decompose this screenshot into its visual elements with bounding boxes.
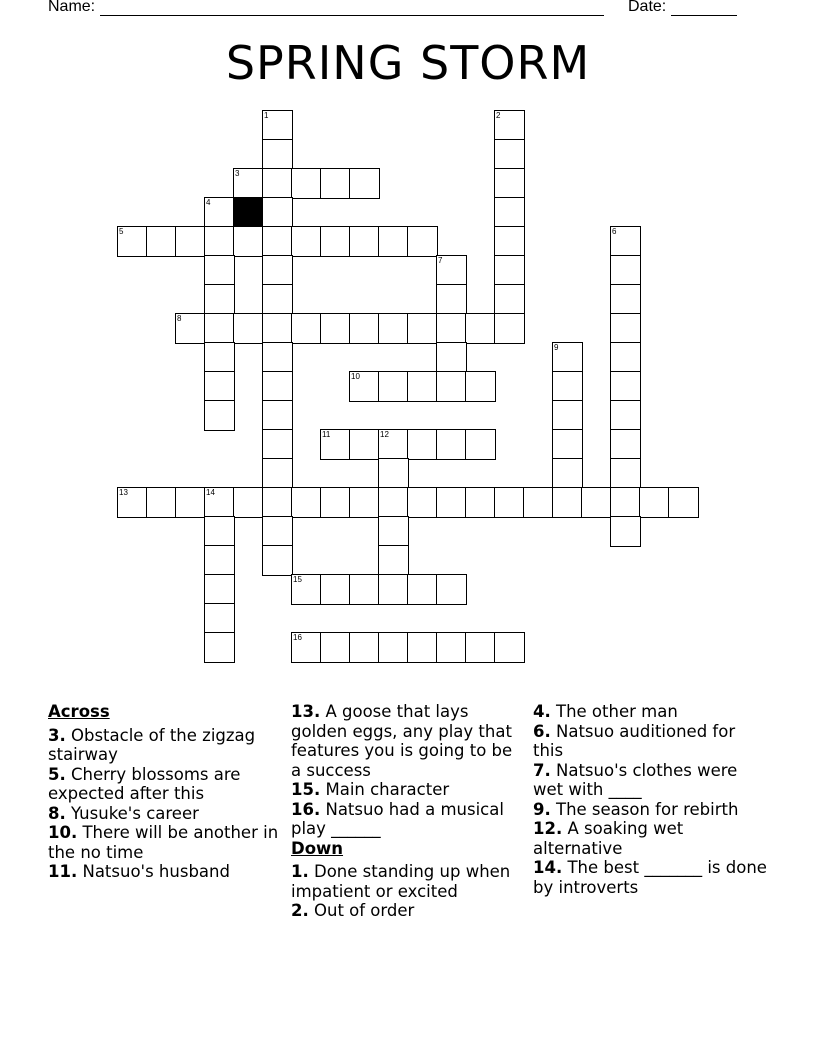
grid-cell[interactable] <box>204 371 235 402</box>
grid-cell[interactable] <box>349 168 380 199</box>
grid-cell[interactable] <box>465 429 496 460</box>
grid-cell[interactable] <box>262 545 293 576</box>
grid-cell[interactable] <box>494 168 525 199</box>
grid-cell[interactable] <box>465 487 496 518</box>
clue-number: 1. <box>291 862 309 881</box>
grid-cell[interactable] <box>552 429 583 460</box>
grid-cell[interactable] <box>378 371 409 402</box>
grid-cell[interactable] <box>552 458 583 489</box>
clue-text: Natsuo auditioned for this <box>533 721 736 760</box>
grid-cell[interactable] <box>262 226 293 257</box>
grid-cell[interactable] <box>436 371 467 402</box>
grid-cell[interactable] <box>436 429 467 460</box>
grid-cell[interactable] <box>204 284 235 315</box>
grid-cell[interactable] <box>436 255 467 286</box>
cell-number: 11 <box>322 430 331 439</box>
clue-number: 12. <box>533 819 563 838</box>
grid-cell[interactable] <box>407 313 438 344</box>
grid-cell[interactable] <box>291 632 322 663</box>
grid-cell[interactable] <box>436 632 467 663</box>
grid-cell[interactable] <box>146 226 177 257</box>
clue-number: 9. <box>533 799 551 819</box>
grid-cell[interactable] <box>204 255 235 286</box>
grid-cell[interactable] <box>494 632 525 663</box>
grid-cell[interactable] <box>320 429 351 460</box>
clue-text: Main character <box>320 780 450 799</box>
grid-cell[interactable] <box>378 487 409 518</box>
grid-cell[interactable] <box>320 632 351 663</box>
grid-cell[interactable] <box>262 197 293 228</box>
grid-cell[interactable] <box>291 487 322 518</box>
grid-cell[interactable] <box>436 313 467 344</box>
grid-cell[interactable] <box>204 574 235 605</box>
grid-cell[interactable] <box>291 574 322 605</box>
clue-text: Natsuo's husband <box>77 862 230 881</box>
grid-cell[interactable] <box>465 632 496 663</box>
clue-item <box>48 862 283 882</box>
clue-item <box>48 804 283 824</box>
cell-number: 13 <box>119 488 128 497</box>
grid-cell[interactable] <box>262 168 293 199</box>
cell-number: 4 <box>206 198 211 207</box>
grid-cell[interactable] <box>204 313 235 344</box>
grid-cell[interactable] <box>262 139 293 170</box>
grid-cell[interactable] <box>291 168 322 199</box>
cell-number: 15 <box>293 575 302 584</box>
grid-cell[interactable] <box>262 110 293 141</box>
grid-cell[interactable] <box>262 458 293 489</box>
cell-number: 10 <box>351 372 360 381</box>
grid-cell[interactable] <box>262 516 293 547</box>
clue-text: A goose that lays golden eggs, any play that features you is going to be a success <box>291 702 513 780</box>
grid-cell[interactable] <box>262 429 293 460</box>
grid-cell[interactable] <box>407 371 438 402</box>
grid-cell[interactable] <box>436 574 467 605</box>
clue-column-2 <box>291 702 526 921</box>
across-heading: Across <box>48 702 110 721</box>
clue-text: Yusuke's career <box>65 803 199 823</box>
grid-cell[interactable] <box>117 487 148 518</box>
clue-item <box>48 726 283 765</box>
grid-cell[interactable] <box>378 574 409 605</box>
grid-cell[interactable] <box>668 487 699 518</box>
clue-number: 8. <box>48 803 66 823</box>
grid-cell[interactable] <box>494 139 525 170</box>
grid-cell[interactable] <box>291 313 322 344</box>
clue-item <box>533 800 768 820</box>
grid-cell[interactable] <box>378 226 409 257</box>
grid-cell[interactable] <box>349 226 380 257</box>
clue-number: 10. <box>48 823 78 842</box>
grid-cell[interactable] <box>204 516 235 547</box>
puzzle-title: SPRING STORM <box>225 36 591 90</box>
grid-cell[interactable] <box>494 110 525 141</box>
grid-cell[interactable] <box>204 197 235 228</box>
grid-cell[interactable] <box>581 487 612 518</box>
grid-cell[interactable] <box>320 313 351 344</box>
grid-cell[interactable] <box>378 516 409 547</box>
clue-item <box>48 765 283 804</box>
grid-cell[interactable] <box>494 284 525 315</box>
grid-cell[interactable] <box>436 342 467 373</box>
grid-cell[interactable] <box>204 400 235 431</box>
clue-item <box>291 702 526 780</box>
grid-cell[interactable] <box>378 429 409 460</box>
grid-cell[interactable] <box>436 487 467 518</box>
grid-cell[interactable] <box>262 313 293 344</box>
clue-text: The other man <box>550 702 678 721</box>
grid-cell[interactable] <box>610 284 641 315</box>
grid-cell[interactable] <box>552 487 583 518</box>
clue-text: A soaking wet alternative <box>533 819 684 858</box>
black-square <box>233 197 264 228</box>
grid-cell[interactable] <box>378 458 409 489</box>
clue-number: 14. <box>533 858 563 877</box>
grid-cell[interactable] <box>320 487 351 518</box>
grid-cell[interactable] <box>204 342 235 373</box>
grid-cell[interactable] <box>407 487 438 518</box>
cell-number: 6 <box>612 227 617 236</box>
cell-number: 16 <box>293 633 302 642</box>
grid-cell[interactable] <box>233 487 264 518</box>
cell-number: 5 <box>119 227 124 236</box>
cell-number: 2 <box>496 111 501 120</box>
grid-cell[interactable] <box>552 342 583 373</box>
clue-number: 6. <box>533 721 551 741</box>
grid-cell[interactable] <box>320 168 351 199</box>
grid-cell[interactable] <box>349 632 380 663</box>
clue-number: 4. <box>533 702 551 721</box>
cell-number: 3 <box>235 169 240 178</box>
grid-cell[interactable] <box>407 632 438 663</box>
grid-cell[interactable] <box>204 545 235 576</box>
grid-cell[interactable] <box>494 255 525 286</box>
grid-cell[interactable] <box>233 313 264 344</box>
grid-cell[interactable] <box>407 574 438 605</box>
grid-cell[interactable] <box>233 168 264 199</box>
grid-cell[interactable] <box>407 429 438 460</box>
grid-cell[interactable] <box>610 458 641 489</box>
grid-cell[interactable] <box>610 226 641 257</box>
grid-cell[interactable] <box>465 371 496 402</box>
grid-cell[interactable] <box>262 400 293 431</box>
clue-number: 11. <box>48 862 78 881</box>
grid-cell[interactable] <box>349 487 380 518</box>
down-heading: Down <box>291 838 344 858</box>
grid-cell[interactable] <box>494 313 525 344</box>
clue-number: 3. <box>48 725 66 745</box>
grid-cell[interactable] <box>639 487 670 518</box>
grid-cell[interactable] <box>262 255 293 286</box>
grid-cell[interactable] <box>349 313 380 344</box>
grid-cell[interactable] <box>494 197 525 228</box>
clue-number: 2. <box>291 901 309 920</box>
grid-cell[interactable] <box>610 371 641 402</box>
clue-text: Cherry blossoms are expected after this <box>48 764 241 803</box>
clue-number: 7. <box>533 760 551 780</box>
clue-text: The season for rebirth <box>550 799 739 819</box>
clue-item <box>291 901 526 921</box>
cell-number: 7 <box>438 256 443 265</box>
grid-cell[interactable] <box>610 255 641 286</box>
grid-cell[interactable] <box>204 487 235 518</box>
cell-number: 12 <box>380 430 389 439</box>
clue-number: 13. <box>291 702 321 721</box>
grid-cell[interactable] <box>610 342 641 373</box>
grid-cell[interactable] <box>204 603 235 634</box>
clue-item <box>48 823 283 862</box>
grid-cell[interactable] <box>552 371 583 402</box>
grid-cell[interactable] <box>175 487 206 518</box>
grid-cell[interactable] <box>175 226 206 257</box>
grid-cell[interactable] <box>552 400 583 431</box>
grid-cell[interactable] <box>610 516 641 547</box>
clue-text: The best _______ is done by introverts <box>533 858 767 897</box>
clue-item <box>533 722 768 761</box>
grid-cell[interactable] <box>378 313 409 344</box>
clue-text: Done standing up when impatient or excited <box>291 862 511 901</box>
clue-item <box>291 780 526 800</box>
clue-number: 5. <box>48 764 66 784</box>
clue-item <box>291 862 526 901</box>
clue-column-3 <box>533 702 768 897</box>
grid-cell[interactable] <box>378 632 409 663</box>
clue-text: Natsuo's clothes were wet with ____ <box>533 760 738 799</box>
grid-cell[interactable] <box>262 487 293 518</box>
name-label: Name: <box>48 0 96 15</box>
grid-cell[interactable] <box>204 632 235 663</box>
grid-cell[interactable] <box>610 313 641 344</box>
clue-item <box>291 800 526 839</box>
grid-cell[interactable] <box>523 487 554 518</box>
grid-cell[interactable] <box>204 226 235 257</box>
clue-item <box>533 761 768 800</box>
grid-cell[interactable] <box>349 429 380 460</box>
grid-cell[interactable] <box>610 400 641 431</box>
grid-cell[interactable] <box>436 284 467 315</box>
grid-cell[interactable] <box>407 226 438 257</box>
cell-number: 8 <box>177 314 182 323</box>
grid-cell[interactable] <box>146 487 177 518</box>
grid-cell[interactable] <box>494 226 525 257</box>
grid-cell[interactable] <box>378 545 409 576</box>
cell-number: 9 <box>554 343 559 352</box>
grid-cell[interactable] <box>233 226 264 257</box>
grid-cell[interactable] <box>494 487 525 518</box>
clue-item <box>533 858 768 897</box>
grid-cell[interactable] <box>262 371 293 402</box>
clue-text: Out of order <box>308 901 415 920</box>
grid-cell[interactable] <box>349 371 380 402</box>
cell-number: 14 <box>206 488 215 497</box>
clue-column-1 <box>48 702 283 882</box>
grid-cell[interactable] <box>465 313 496 344</box>
grid-cell[interactable] <box>262 284 293 315</box>
grid-cell[interactable] <box>320 226 351 257</box>
grid-cell[interactable] <box>320 574 351 605</box>
cell-number: 1 <box>264 111 269 120</box>
clue-item <box>533 702 768 722</box>
clue-number: 15. <box>291 780 321 799</box>
grid-cell[interactable] <box>291 226 322 257</box>
clue-number: 16. <box>291 799 321 819</box>
clue-text: Obstacle of the zigzag stairway <box>48 725 256 764</box>
date-label: Date: <box>628 0 667 15</box>
grid-cell[interactable] <box>610 487 641 518</box>
grid-cell[interactable] <box>349 574 380 605</box>
grid-cell[interactable] <box>262 342 293 373</box>
grid-cell[interactable] <box>175 313 206 344</box>
grid-cell[interactable] <box>117 226 148 257</box>
grid-cell[interactable] <box>610 429 641 460</box>
clue-text: Natsuo had a musical play ______ <box>291 799 504 838</box>
clue-text: There will be another in the no time <box>48 823 279 862</box>
clue-item <box>533 819 768 858</box>
